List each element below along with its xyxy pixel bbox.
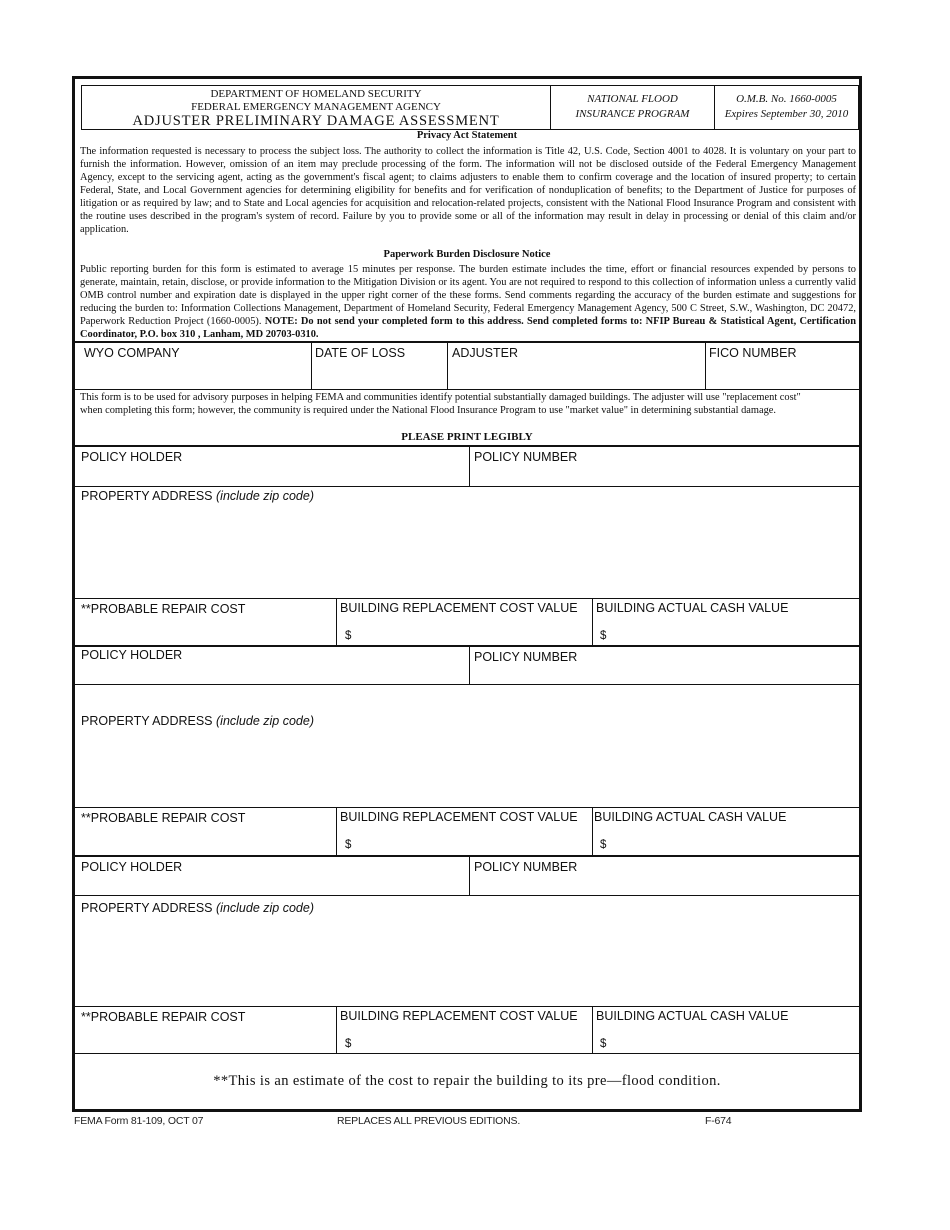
department-name: DEPARTMENT OF HOMELAND SECURITY (210, 88, 422, 100)
actual-cash-value-field[interactable]: BUILDING ACTUAL CASH VALUE (594, 810, 787, 824)
divider (75, 445, 859, 447)
zip-code-note: (include zip code) (216, 714, 314, 728)
divider (75, 341, 859, 343)
form-code: F-674 (705, 1115, 732, 1127)
divider (336, 807, 337, 855)
form-id: FEMA Form 81-109, OCT 07 (74, 1115, 204, 1127)
property-address-field[interactable] (81, 489, 314, 503)
probable-repair-cost-field[interactable]: **PROBABLE REPAIR COST (81, 1010, 246, 1024)
property-address-field[interactable] (81, 901, 314, 915)
probable-repair-cost-field[interactable]: **PROBABLE REPAIR COST (81, 602, 246, 616)
policy-holder-field[interactable]: POLICY HOLDER (81, 450, 183, 464)
program-name (550, 86, 714, 129)
replaces-notice: REPLACES ALL PREVIOUS EDITIONS. (337, 1115, 521, 1127)
currency-symbol: $ (345, 839, 352, 851)
currency-symbol: $ (600, 630, 607, 642)
zip-code-note: (include zip code) (216, 901, 314, 915)
probable-repair-cost-field[interactable]: **PROBABLE REPAIR COST (81, 811, 246, 825)
property-address-field[interactable] (81, 714, 314, 728)
divider (75, 1053, 859, 1054)
omb-expiration: Expires September 30, 2010 (724, 108, 849, 120)
actual-cash-value-field[interactable]: BUILDING ACTUAL CASH VALUE (596, 601, 789, 615)
paperwork-note: NOTE: Do not send your completed form to this address. Send completed forms to: NFIP Bureau & Statistical Agent, Certification Coordinator, P.O. box 310 , Lanham, MD 20703-0310. (80, 316, 856, 340)
divider (447, 343, 448, 389)
replacement-cost-field[interactable]: BUILDING REPLACEMENT COST VALUE (340, 810, 578, 824)
divider (75, 389, 859, 390)
property-address-label: PROPERTY ADDRESS (81, 714, 213, 728)
form-page (72, 76, 862, 1112)
paperwork-text (80, 263, 856, 341)
divider (592, 1006, 593, 1053)
policy-number-field[interactable]: POLICY NUMBER (474, 860, 578, 874)
zip-code-note: (include zip code) (216, 489, 314, 503)
property-address-label: PROPERTY ADDRESS (81, 901, 213, 915)
divider (75, 1006, 859, 1007)
fico-number-field[interactable]: FICO NUMBER (709, 346, 797, 360)
program-line-2: INSURANCE PROGRAM (575, 108, 690, 120)
property-address-label: PROPERTY ADDRESS (81, 489, 213, 503)
policy-holder-field[interactable]: POLICY HOLDER (81, 648, 183, 662)
divider (336, 1006, 337, 1053)
divider (75, 486, 859, 487)
wyo-company-field[interactable]: WYO COMPANY (84, 346, 180, 360)
policy-holder-field[interactable]: POLICY HOLDER (81, 860, 183, 874)
currency-symbol: $ (600, 839, 607, 851)
divider (75, 645, 859, 647)
divider (705, 343, 706, 389)
replacement-cost-field[interactable]: BUILDING REPLACEMENT COST VALUE (340, 601, 578, 615)
divider (75, 807, 859, 808)
privacy-text: The information requested is necessary to process the subject loss. The authority to collect the information is Title 42, U.S. Code, Section 4001 to 4028. It is voluntary on your part to furnish the information. However, omission of an item may preclude processing of the form. The information will not be disclosed outside of the Federal Emergency Management Agency, except to the servicing agent, acting as the government's fiscal agent; to claims adjusters to enable them to confirm coverage and the location of insured property; to certain Federal, State, and Local Government agencies for determining eligibility for benefits and for verification of nonduplication of benefits; to the Department of Justice for purposes of litigation or as required by law; and to State and Local agencies for acquisition and relocation-related projects, consistent with the National Flood Insurance Program and consistent with the routine uses described in the program's system of record. Failure by you to provide some or all of the information may result in delay in processing or denial of this claim and/or application. (80, 146, 856, 235)
form-title: ADJUSTER PRELIMINARY DAMAGE ASSESSMENT (132, 113, 500, 129)
divider (75, 598, 859, 599)
form-header (81, 85, 859, 130)
paperwork-title: Paperwork Burden Disclosure Notice (383, 249, 551, 260)
date-of-loss-field[interactable]: DATE OF LOSS (315, 346, 406, 360)
replacement-cost-field[interactable]: BUILDING REPLACEMENT COST VALUE (340, 1009, 578, 1023)
policy-number-field[interactable]: POLICY NUMBER (474, 450, 578, 464)
divider (336, 598, 337, 645)
advisory-text: This form is to be used for advisory purposes in helping FEMA and communities identify potential substantially damaged buildings. The adjuster will use "replacement cost" when completing this form; however, the community is required under the National Flood Insurance Program to use "market value" in determining substantial damage. (80, 392, 801, 416)
print-legibly-notice: PLEASE PRINT LEGIBLY (401, 431, 533, 443)
divider (75, 684, 859, 685)
adjuster-field[interactable]: ADJUSTER (452, 346, 518, 360)
policy-number-field[interactable]: POLICY NUMBER (474, 650, 578, 664)
agency-name: FEDERAL EMERGENCY MANAGEMENT AGENCY (191, 101, 441, 113)
privacy-title: Privacy Act Statement (416, 130, 518, 141)
actual-cash-value-field[interactable]: BUILDING ACTUAL CASH VALUE (596, 1009, 789, 1023)
repair-estimate-footnote: **This is an estimate of the cost to repair the building to its pre—flood condition. (213, 1073, 721, 1089)
divider (469, 647, 470, 685)
agency-block (82, 88, 550, 129)
divider (75, 895, 859, 896)
currency-symbol: $ (345, 630, 352, 642)
omb-block (714, 86, 858, 129)
divider (592, 598, 593, 645)
divider (311, 343, 312, 389)
program-line-1: NATIONAL FLOOD (587, 93, 678, 105)
currency-symbol: $ (600, 1038, 607, 1050)
divider (592, 807, 593, 855)
divider (75, 855, 859, 857)
currency-symbol: $ (345, 1038, 352, 1050)
divider (469, 857, 470, 896)
divider (469, 447, 470, 487)
omb-number: O.M.B. No. 1660-0005 (736, 93, 837, 105)
paperwork-body: Public reporting burden for this form is estimated to average 15 minutes per response. The burden estimate includes the time, effort or financial resources expended by persons to generate, maintain, retain, disclose, or provide information to the Mitigation Division or its agent. You are not required to respond to this collection of information unless a currently valid OMB control number and expiration date is displayed in the upper right corner of the these forms. Send comments regarding the accuracy of the burden estimate and suggestions for reducing the burden to: Information Collections Management, Department of Homeland Security, Federal Emergency Management Agency, 500 C Street, S.W., Washington, DC 20472, Paperwork Reduction Project (1660-0005). (80, 264, 856, 327)
